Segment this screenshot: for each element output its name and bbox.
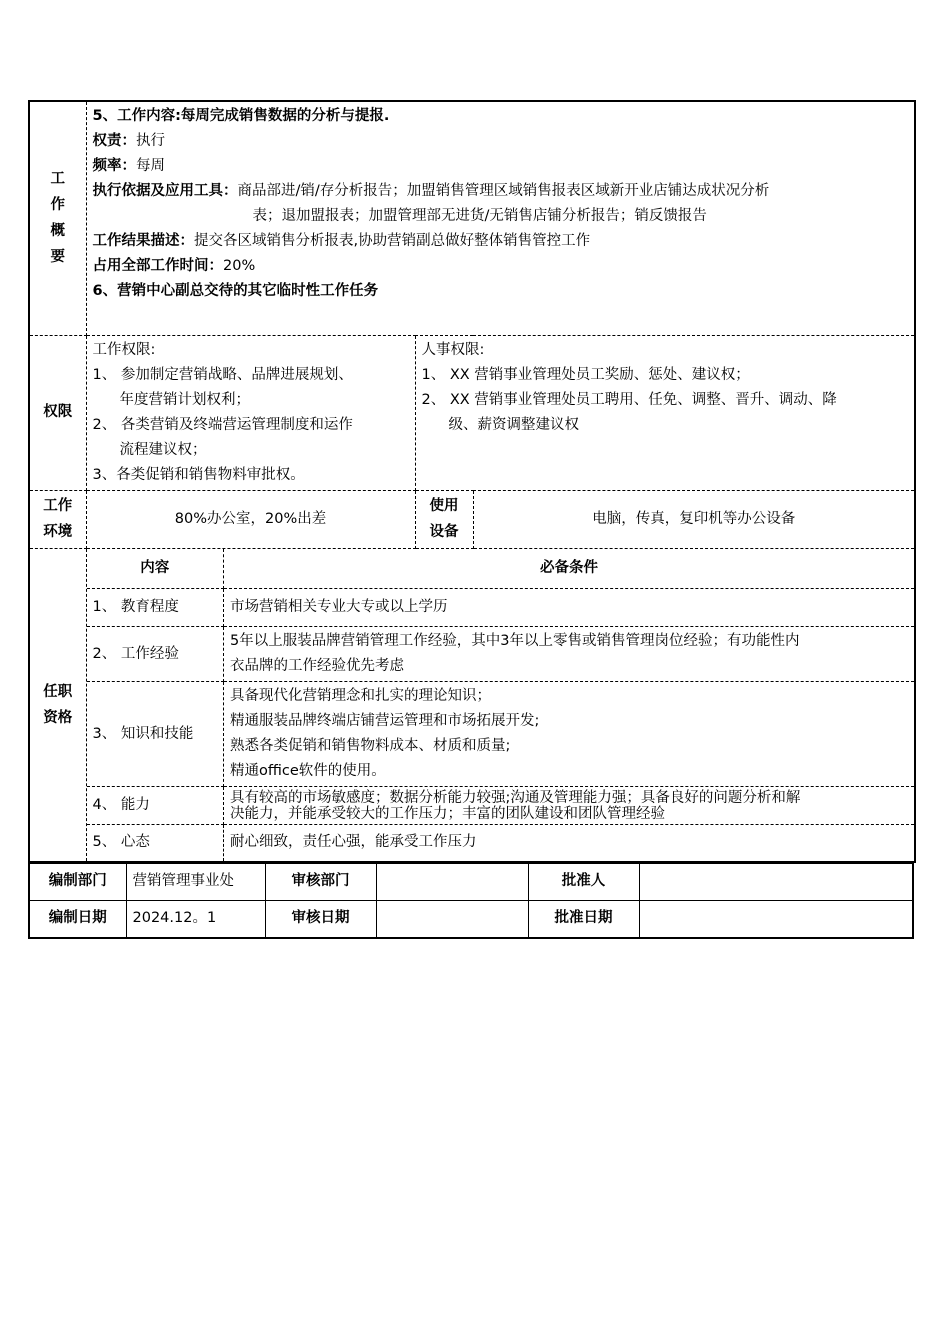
- authority-row: [29, 335, 915, 490]
- item6-title: 6、营销中心副总交待的其它临时性工作任务: [92, 283, 379, 299]
- qualification-item: 2、 工作经验: [87, 627, 224, 682]
- authority-line: 1、 参加制定营销战略、品牌进展规划、: [92, 366, 353, 383]
- approve-date-label: 批准日期: [528, 900, 639, 938]
- qualification-item-row: [87, 682, 915, 787]
- col-req-header: 必备条件: [224, 549, 915, 589]
- requirement-line: 市场营销相关专业大专或以上学历: [230, 599, 448, 615]
- qualification-requirement: [224, 589, 915, 627]
- environment-row: [29, 490, 915, 548]
- authority-list-item: [93, 413, 409, 463]
- qualification-item: 1、 教育程度: [87, 589, 224, 627]
- hr-authority: [415, 335, 915, 490]
- qualification-item-row: [87, 825, 915, 861]
- review-date-label: 审核日期: [265, 900, 376, 938]
- authority-label: 权限: [29, 335, 86, 490]
- summary-label: 工作概要: [29, 101, 86, 335]
- approve-date-value[interactable]: [639, 900, 913, 938]
- equipment-label: 使用设备: [415, 490, 473, 548]
- authority-list-item: [422, 388, 909, 438]
- basis-line: 执行依据及应用工具：商品部进/销/存分析报告；加盟销售管理区域销售报表区域新开业店铺达成状况分析 表；退加盟报表；加盟管理部无进货/无销售店铺分析报告；销反馈报告: [92, 183, 770, 224]
- date-value: 2024.12。1: [126, 900, 265, 938]
- qualification-item: 4、 能力: [87, 787, 224, 825]
- authority-list-item: [93, 363, 409, 413]
- qualification-item-row: [87, 787, 915, 825]
- qualification-label: 任职资格: [29, 548, 86, 862]
- requirement-line: 具备现代化营销理念和扎实的理论知识；: [230, 688, 491, 704]
- authority-line: 2、 各类营销及终端营运管理制度和运作: [92, 416, 353, 433]
- qualification-item-row: [87, 627, 915, 682]
- hr-authority-list: [422, 363, 909, 438]
- dept-label: 编制部门: [29, 863, 126, 900]
- freq-line: 频率：每周: [92, 158, 165, 174]
- review-dept-value[interactable]: [376, 863, 528, 900]
- qualification-item-row: [87, 589, 915, 627]
- qualification-requirement: [224, 682, 915, 787]
- hr-authority-title: 人事权限:: [421, 341, 485, 358]
- requirement-line: 决能力，并能承受较大的工作压力；丰富的团队建设和团队管理经验: [230, 805, 665, 822]
- authority-list-item: [422, 363, 909, 388]
- qualification-content: [86, 548, 915, 862]
- qualification-item: 5、 心态: [87, 825, 224, 861]
- footer-row-1: [29, 863, 913, 900]
- authority-line: 级、薪资调整建议权: [448, 416, 579, 433]
- summary-content: [86, 101, 915, 335]
- work-authority-list: [93, 363, 409, 488]
- footer-table: [28, 863, 914, 939]
- form-table: [28, 100, 916, 863]
- qualification-table: [87, 549, 915, 861]
- qualification-item: 3、 知识和技能: [87, 682, 224, 787]
- approver-label: 批准人: [528, 863, 639, 900]
- requirement-line: 熟悉各类促销和销售物料成本、材质和质量;: [230, 738, 511, 754]
- date-label: 编制日期: [29, 900, 126, 938]
- qualification-header: [87, 549, 915, 589]
- requirement-line: 精通服装品牌终端店铺营运管理和市场拓展开发;: [230, 713, 540, 729]
- result-line: 工作结果描述：提交各区域销售分析报表,协助营销副总做好整体销售管控工作: [92, 233, 591, 249]
- footer-row-2: [29, 900, 913, 938]
- approver-value[interactable]: [639, 863, 913, 900]
- work-authority: [86, 335, 415, 490]
- authority-line: 1、 XX 营销事业管理处员工奖励、惩处、建议权；: [421, 366, 750, 383]
- work-authority-title: 工作权限:: [92, 341, 156, 358]
- col-content-header: 内容: [87, 549, 224, 589]
- authority-line: 3、各类促销和销售物料审批权。: [92, 466, 305, 483]
- item5-title: 5、工作内容:每周完成销售数据的分析与提报.: [92, 108, 390, 124]
- requirement-line: 5年以上服装品牌营销管理工作经验，其中3年以上零售或销售管理岗位经验；有功能性内: [230, 633, 800, 649]
- authority-line: 年度营销计划权利；: [119, 391, 250, 408]
- duty-line: 权责：执行: [92, 133, 165, 149]
- qualification-requirement: [224, 787, 915, 825]
- review-dept-label: 审核部门: [265, 863, 376, 900]
- environment-value: 80%办公室，20%出差: [86, 490, 415, 548]
- time-line: 占用全部工作时间：20%: [92, 258, 256, 274]
- requirement-line: 精通office软件的使用。: [230, 763, 386, 779]
- requirement-line: 具有较高的市场敏感度；数据分析能力较强;沟通及管理能力强；具备良好的问题分析和解: [230, 789, 801, 806]
- qualification-requirement: [224, 825, 915, 861]
- requirement-line: 衣品牌的工作经验优先考虑: [230, 658, 404, 674]
- summary-row: [29, 101, 915, 335]
- environment-label: 工作环境: [29, 490, 86, 548]
- equipment-value: 电脑，传真，复印机等办公设备: [473, 490, 915, 548]
- requirement-line: 耐心细致，责任心强，能承受工作压力: [230, 834, 477, 851]
- qualification-requirement: [224, 627, 915, 682]
- authority-line: 流程建议权；: [119, 441, 207, 458]
- review-date-value[interactable]: [376, 900, 528, 938]
- job-description-form: [28, 100, 914, 939]
- dept-value: 营销管理事业处: [126, 863, 265, 900]
- authority-list-item: [93, 463, 409, 488]
- qualification-row: [29, 548, 915, 862]
- authority-line: 2、 XX 营销事业管理处员工聘用、任免、调整、晋升、调动、降: [421, 391, 837, 408]
